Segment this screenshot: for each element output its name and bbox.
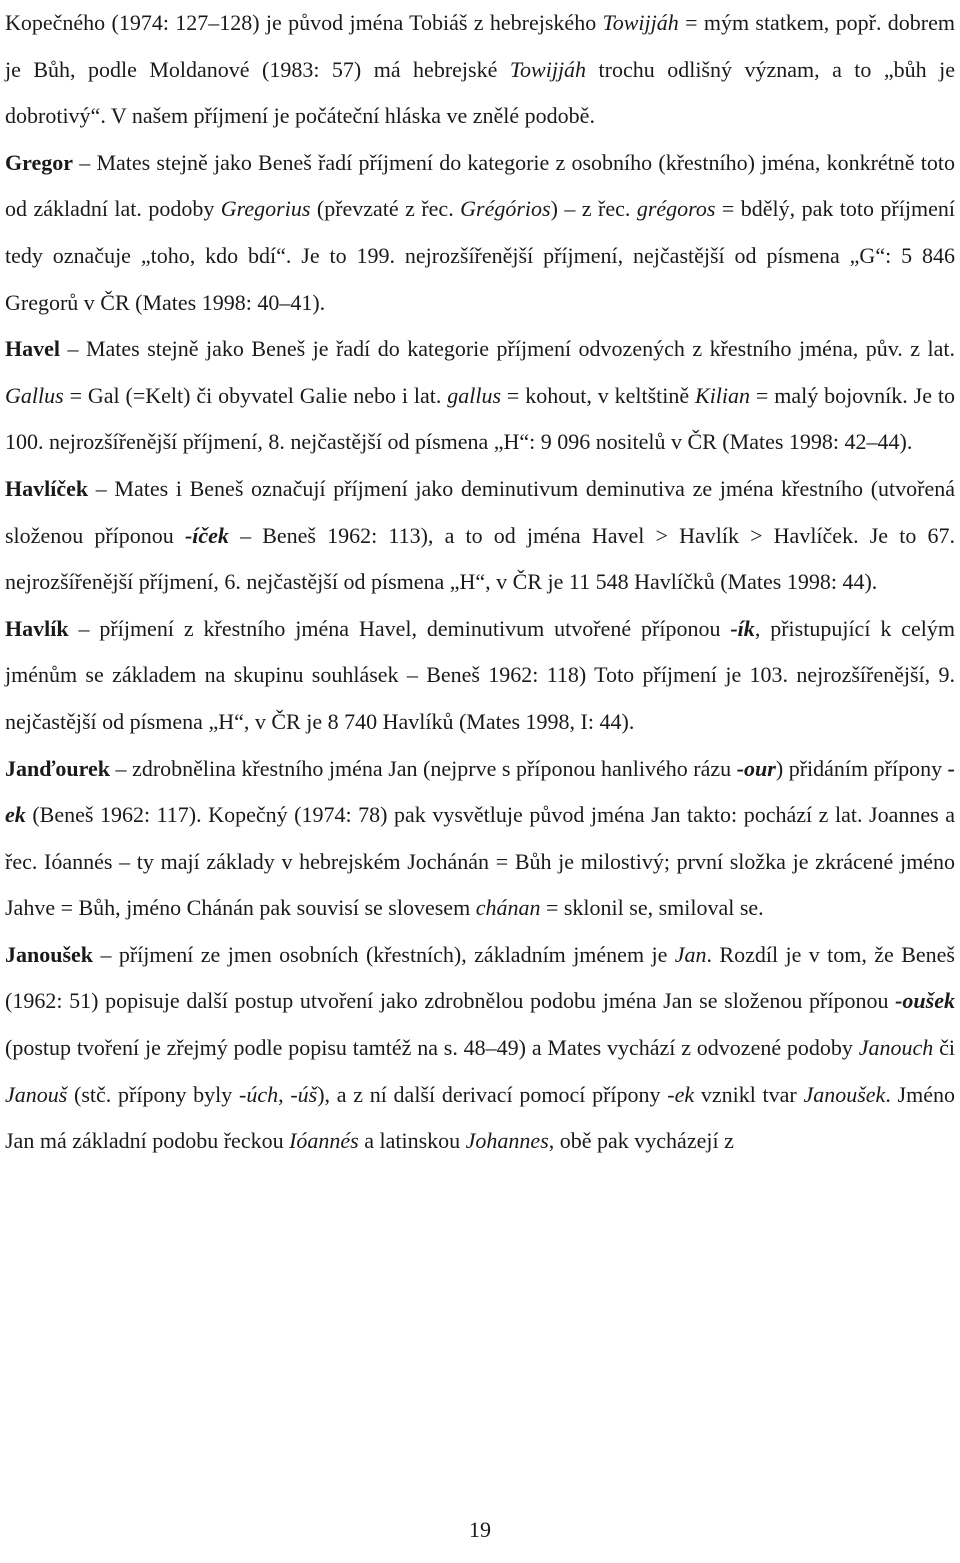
italic-term: gallus	[447, 382, 502, 408]
text-run: (Beneš 1962: 117). Kopečný (1974: 78) pak vysvětluje původ jména Jan takto: pochází z lat. Joannes a řec. Ióannés – ty mají základy v hebrejském Jochánán = Bůh je milostivý; první složka je zkrácené jméno Jahve = Bůh, jméno Chánán pak souvisí se slovesem	[5, 802, 955, 921]
text-run: – příjmení z křestního jména Havel, deminutivum utvořené příponou	[68, 615, 731, 641]
paragraph-p3	[5, 466, 955, 606]
entry-term: Gregor	[5, 149, 74, 175]
entry-term: -íček	[184, 522, 229, 548]
italic-term: Towijjáh	[602, 10, 679, 35]
text-run: (stč. přípony byly	[67, 1081, 240, 1107]
paragraph-p1	[5, 140, 955, 326]
italic-term: -úch	[239, 1081, 279, 1107]
paragraph-p2	[5, 326, 955, 466]
text-run: a latinskou	[358, 1128, 466, 1154]
text-run: = mým statkem, popř. dobrem je Bůh, podle Moldanové (1983: 57) má hebrejské	[5, 10, 955, 82]
italic-term: Janoušek	[803, 1081, 886, 1107]
text-run: – Mates stejně jako Beneš je řadí do kategorie příjmení odvozených z křestního jména, pův. z lat.	[60, 336, 955, 362]
text-run: – příjmení ze jmen osobních (křestních), základním jménem je	[93, 941, 675, 967]
text-run: , přistupující k celým jménům se základem na skupinu souhlásek – Beneš 1962: 118) Toto příjmení je 103. nejrozšířenější, 9. nejčastější od písmena „H“, v ČR je 8 740 Havlíků (Mates 1998, I: 44).	[5, 615, 956, 734]
text-run: = kohout, v keltštině	[501, 382, 696, 408]
text-run: ) – z řec.	[550, 196, 637, 222]
text-run: , obě pak vycházejí z	[548, 1128, 734, 1154]
text-run: ), a z ní další derivací pomocí přípony	[317, 1081, 668, 1107]
text-run: Kopečného (1974: 127–128) je původ jména Tobiáš z hebrejského	[5, 10, 603, 35]
text-run: . Rozdíl je v tom, že Beneš (1962: 51) popisuje další postup utvoření jako zdrobnělou podobu jména Jan se složenou příponou	[5, 941, 955, 1014]
text-run: trochu odlišný význam, a to „bůh je dobrotivý“. V našem příjmení je počáteční hláska ve znělé podobě.	[5, 56, 955, 129]
italic-term: Janouch	[858, 1035, 934, 1061]
italic-term: Grégórios	[460, 196, 551, 222]
page-number: 19	[469, 1517, 491, 1542]
entry-term: -our	[736, 755, 776, 781]
entry-term: -ek	[5, 755, 955, 828]
italic-term: Janouš	[5, 1081, 68, 1107]
text-run: (postup tvoření je zřejmý podle popisu tamtéž na s. 48–49) a Mates vychází z odvozené podoby	[5, 1035, 859, 1061]
text-run: či	[933, 1035, 955, 1061]
entry-term: Janoušek	[5, 941, 94, 967]
entry-term: Havel	[5, 336, 60, 362]
entry-term: -ík	[730, 615, 755, 641]
text-run: = Gal (=Kelt) či obyvatel Galie nebo i lat.	[63, 382, 448, 408]
text-run: ,	[278, 1081, 291, 1107]
paragraph-p0	[5, 0, 955, 140]
text-run: – Mates stejně jako Beneš řadí příjmení do kategorie z osobního (křestního) jména, konkrétně toto od základní lat. podoby	[5, 149, 955, 222]
entry-term: Havlíček	[5, 475, 89, 501]
text-run: (převzaté z řec.	[310, 196, 461, 222]
document-body	[5, 0, 955, 1165]
text-run: – zdrobnělina křestního jména Jan (nejprve s příponou hanlivého rázu	[109, 755, 737, 781]
italic-term: Gregorius	[220, 196, 311, 222]
italic-term: Johannes	[465, 1128, 549, 1154]
paragraph-p5	[5, 746, 955, 932]
entry-term: Havlík	[5, 615, 69, 641]
text-run: ) přidáním přípony	[775, 755, 948, 781]
italic-term: Towijjáh	[509, 56, 587, 82]
text-run: – Beneš 1962: 113), a to od jména Havel > Havlík > Havlíček. Je to 67. nejrozšířenější příjmení, 6. nejčastější od písmena „H“, v ČR je 11 548 Havlíčků (Mates 1998: 44).	[5, 522, 955, 595]
italic-term: -ek	[667, 1081, 695, 1107]
italic-term: grégoros	[636, 196, 716, 222]
italic-term: Kilian	[695, 382, 751, 408]
paragraph-p6	[5, 932, 955, 1165]
entry-term: Janďourek	[5, 755, 110, 781]
paragraph-p4	[5, 606, 955, 746]
italic-term: Jan	[674, 941, 707, 967]
text-run: = bdělý, pak toto příjmení tedy označuje „toho, kdo bdí“. Je to 199. nejrozšířenější příjmení, nejčastější od písmena „G“: 5 846 Gregorů v ČR (Mates 1998: 40–41).	[5, 196, 955, 315]
italic-term: chánan	[475, 895, 541, 921]
entry-term: -oušek	[895, 988, 955, 1014]
text-run: vznikl tvar	[694, 1081, 804, 1107]
text-run: – Mates i Beneš označují příjmení jako deminutivum deminutiva ze jména křestního (utvořená složenou příponou	[5, 475, 955, 548]
text-run: = malý bojovník. Je to 100. nejrozšířenější příjmení, 8. nejčastější od písmena „H“: 9 096 nositelů v ČR (Mates 1998: 42–44).	[5, 382, 955, 455]
text-run: = sklonil se, smiloval se.	[540, 895, 764, 921]
italic-term: Gallus	[5, 382, 64, 408]
text-run: . Jméno Jan má základní podobu řeckou	[5, 1081, 955, 1154]
italic-term: Ióannés	[289, 1128, 359, 1154]
italic-term: -úš	[290, 1081, 318, 1107]
